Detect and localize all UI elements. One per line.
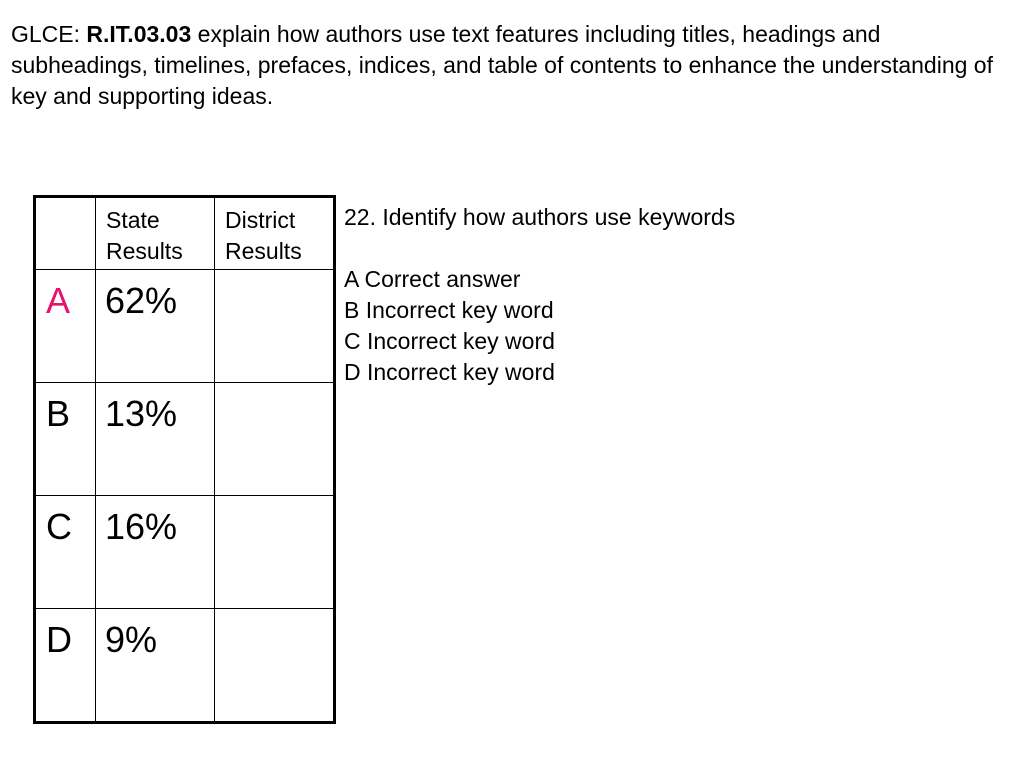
district-result-value <box>215 270 333 281</box>
district-result-value <box>215 496 333 507</box>
answer-letter-cell <box>35 270 96 383</box>
state-result-value: 62% <box>105 280 178 321</box>
header-cell-district <box>215 197 335 270</box>
answer-option: B Incorrect key word <box>344 297 554 323</box>
district-result-value <box>215 609 333 620</box>
results-table <box>33 195 336 724</box>
answer-letter-cell <box>35 496 96 609</box>
district-result-cell <box>215 609 335 723</box>
standard-description: explain how authors use text features including titles, headings and subheadings, timelines, prefaces, indices, and table of contents to enhance the understanding of key and supporting ideas. <box>11 21 993 109</box>
state-results-label-line2: Results <box>106 238 183 264</box>
standard-code: R.IT.03.03 <box>86 21 192 47</box>
answer-letter: A <box>46 280 71 321</box>
table-row <box>35 609 335 723</box>
answer-letter: B <box>46 393 71 434</box>
answer-letter: D <box>46 619 72 660</box>
answer-option: D Incorrect key word <box>344 359 555 385</box>
header-cell-state <box>96 197 215 270</box>
question-block <box>344 202 735 388</box>
answer-option: A Correct answer <box>344 266 521 292</box>
district-results-label-line2: Results <box>225 238 302 264</box>
state-result-cell <box>96 270 215 383</box>
header-cell-empty <box>35 197 96 270</box>
answer-letter-cell <box>35 609 96 723</box>
standard-prefix: GLCE: <box>11 21 87 47</box>
spacer <box>344 233 735 264</box>
state-result-value: 16% <box>105 506 178 547</box>
table-row <box>35 496 335 609</box>
table-row <box>35 383 335 496</box>
district-result-value <box>215 383 333 394</box>
table-header-row <box>35 197 335 270</box>
state-result-cell <box>96 383 215 496</box>
answer-letter-cell <box>35 383 96 496</box>
state-result-cell <box>96 496 215 609</box>
state-result-value: 9% <box>105 619 158 660</box>
answer-option: C Incorrect key word <box>344 328 555 354</box>
district-result-cell <box>215 383 335 496</box>
state-result-value: 13% <box>105 393 178 434</box>
answer-letter: C <box>46 506 72 547</box>
district-results-label-line1: District <box>225 207 296 233</box>
district-result-cell <box>215 270 335 383</box>
state-result-cell <box>96 609 215 723</box>
state-results-label-line1: State <box>106 207 160 233</box>
question-prompt: 22. Identify how authors use keywords <box>344 204 736 230</box>
district-result-cell <box>215 496 335 609</box>
standard-heading <box>11 19 1011 112</box>
table-row <box>35 270 335 383</box>
